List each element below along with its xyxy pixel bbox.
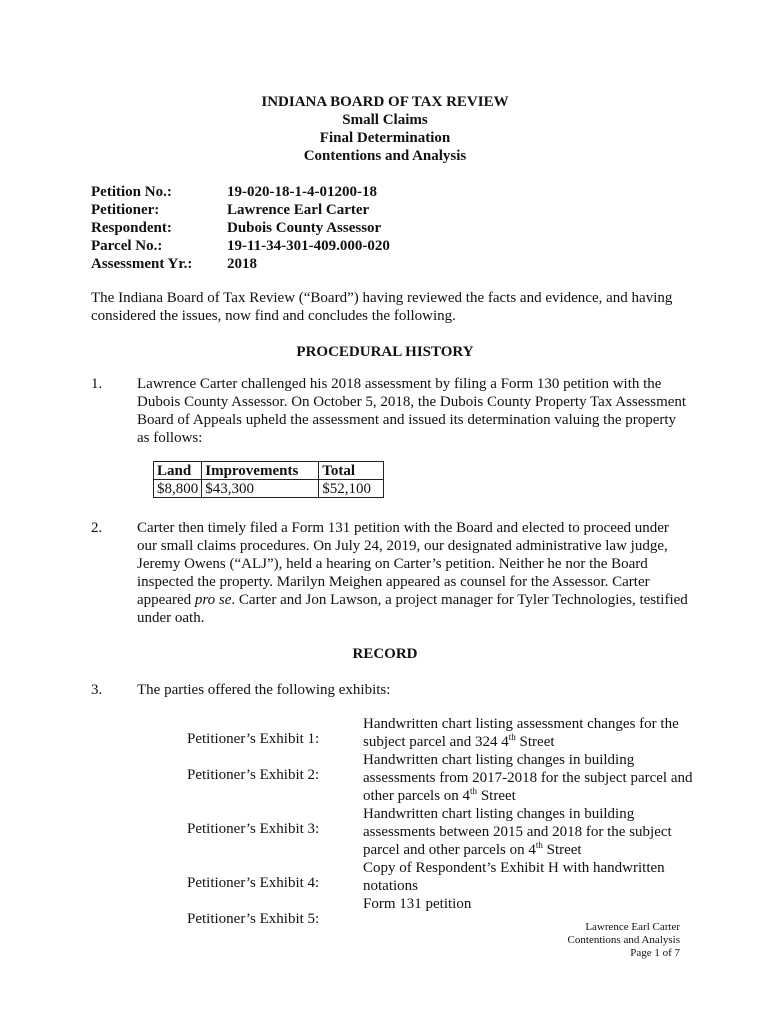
paragraph-number: 3. bbox=[91, 682, 103, 698]
table-header-land: Land bbox=[154, 462, 202, 480]
exhibit-description: Handwritten chart listing assessment changes for the subject parcel and 324 4th Street bbox=[363, 716, 679, 750]
document-subtitle-contentions: Contentions and Analysis bbox=[303, 148, 467, 164]
document-subtitle-final-determination: Final Determination bbox=[319, 130, 451, 146]
exhibit-description: Copy of Respondent’s Exhibit H with handwritten notations bbox=[363, 860, 665, 894]
case-info-value: 19-020-18-1-4-01200-18 bbox=[227, 184, 377, 200]
table-row bbox=[154, 480, 384, 498]
paragraph-3: The parties offered the following exhibits: bbox=[137, 682, 391, 698]
table-header-total: Total bbox=[319, 462, 384, 480]
case-info-label: Petitioner: bbox=[91, 202, 160, 218]
exhibit-description: Handwritten chart listing changes in building assessments from 2017-2018 for the subject parcel and other parcels on 4th Street bbox=[363, 752, 693, 804]
paragraph-number: 1. bbox=[91, 376, 103, 392]
table-cell-improvements: $43,300 bbox=[202, 480, 319, 498]
case-info-value: 19-11-34-301-409.000-020 bbox=[227, 238, 390, 254]
paragraph-1: Lawrence Carter challenged his 2018 assessment by filing a Form 130 petition with the Dubois County Assessor. On October 5, 2018, the Dubois County Property Tax Assessment Board of Appeals upheld the assessment and issued its determination valuing the property as follows: bbox=[137, 376, 687, 446]
case-info-value: Lawrence Earl Carter bbox=[227, 202, 370, 218]
footer-case-name: Lawrence Earl Carter bbox=[585, 921, 680, 933]
case-info-label: Assessment Yr.: bbox=[91, 256, 193, 272]
paragraph-number: 2. bbox=[91, 520, 103, 536]
case-info-label: Respondent: bbox=[91, 220, 172, 236]
case-info-value: Dubois County Assessor bbox=[227, 220, 382, 236]
page-footer bbox=[568, 921, 680, 960]
exhibit-label: Petitioner’s Exhibit 1: bbox=[187, 731, 320, 747]
exhibit-label: Petitioner’s Exhibit 5: bbox=[187, 911, 320, 927]
paragraph-2 bbox=[137, 519, 691, 627]
exhibit-label: Petitioner’s Exhibit 3: bbox=[187, 821, 320, 837]
document-subtitle-small-claims: Small Claims bbox=[342, 112, 428, 128]
document-title: INDIANA BOARD OF TAX REVIEW bbox=[261, 94, 509, 110]
paragraph-2-text-a: Carter then timely filed a Form 131 petition with the Board and elected to proceed under our small claims procedures. On July 24, 2019, our designated administrative law judge, Jeremy Owens (“ALJ”), held a hearing on Carter’s petition. Neither he nor the Board inspected the property. Marilyn Meighen appeared as counsel for the Assessor. Carter appeared bbox=[137, 520, 669, 608]
table-header-row bbox=[154, 462, 384, 480]
exhibit-description: Form 131 petition bbox=[363, 896, 472, 912]
case-info-label: Parcel No.: bbox=[91, 238, 163, 254]
case-info-label: Petition No.: bbox=[91, 184, 172, 200]
table-cell-land: $8,800 bbox=[154, 480, 202, 498]
paragraph-2-italic: pro se bbox=[194, 592, 232, 608]
assessment-value-table bbox=[153, 461, 384, 498]
procedural-history-heading: PROCEDURAL HISTORY bbox=[296, 344, 474, 360]
exhibit-description: Handwritten chart listing changes in building assessments between 2015 and 2018 for the subject parcel and other parcels on 4th Street bbox=[363, 806, 672, 858]
exhibit-label: Petitioner’s Exhibit 2: bbox=[187, 767, 320, 783]
footer-page-number: Page 1 of 7 bbox=[630, 947, 680, 959]
intro-paragraph: The Indiana Board of Tax Review (“Board”) having reviewed the facts and evidence, and having considered the issues, now find and concludes the following. bbox=[91, 290, 673, 324]
exhibit-label: Petitioner’s Exhibit 4: bbox=[187, 875, 320, 891]
case-info-value: 2018 bbox=[227, 256, 257, 272]
table-cell-total: $52,100 bbox=[319, 480, 384, 498]
footer-document-type: Contentions and Analysis bbox=[567, 934, 680, 946]
record-heading: RECORD bbox=[352, 646, 418, 662]
table-header-improvements: Improvements bbox=[202, 462, 319, 480]
paragraph-2-text-b: . Carter and Jon Lawson, a project manager for Tyler Technologies, testified under oath. bbox=[137, 592, 688, 626]
